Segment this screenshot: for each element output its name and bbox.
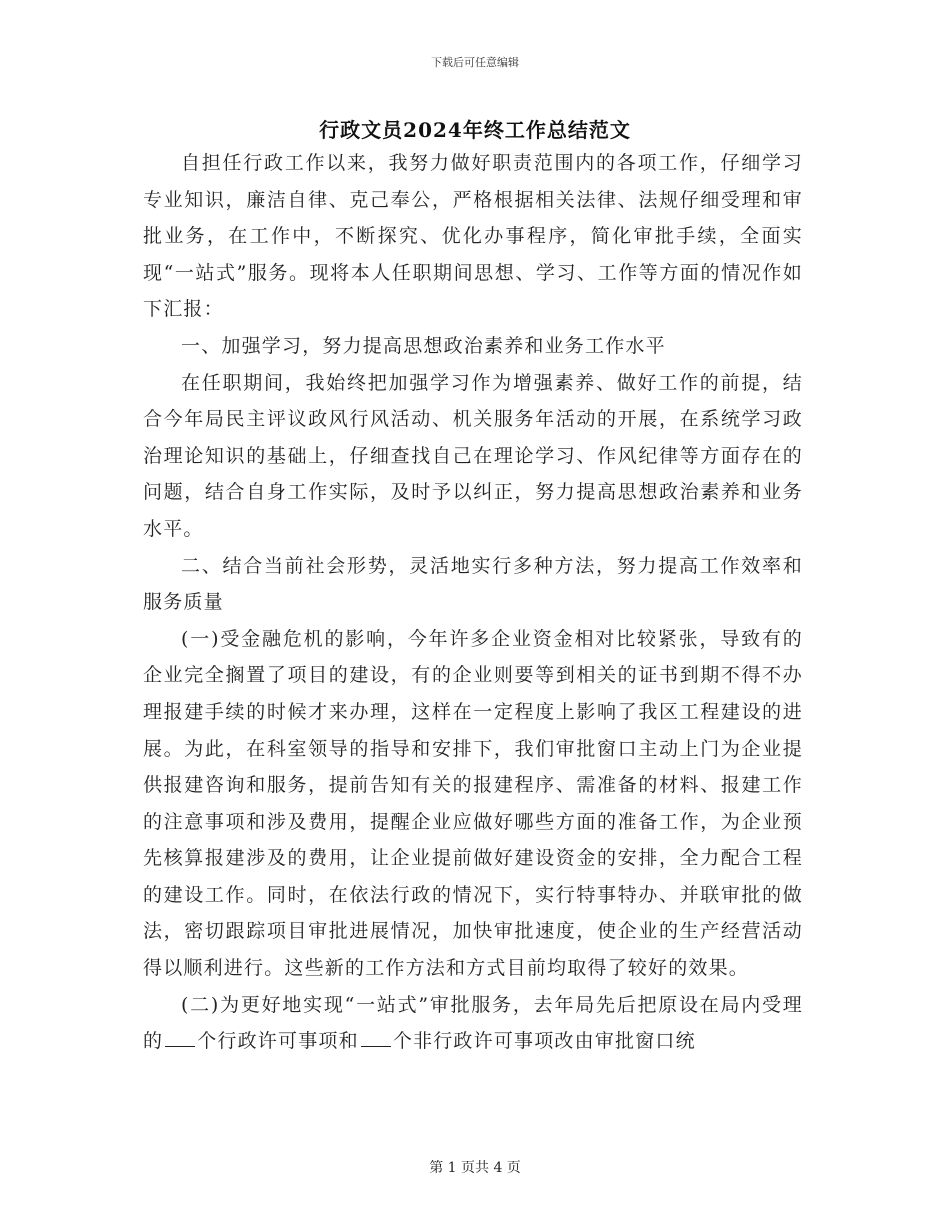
section-heading-1: 一、加强学习，努力提高思想政治素养和业务工作水平 [181, 334, 666, 357]
paragraph-one-stop-service [143, 987, 803, 1060]
document-title: 行政文员2024年终工作总结范文 [319, 118, 631, 142]
paragraph-text-part: 个行政许可事项和 [197, 1030, 359, 1053]
paragraph-text-part: 个非行政许可事项改由审批窗口统 [392, 1030, 696, 1053]
fill-in-blank [361, 1028, 391, 1047]
paragraph-financial-crisis: (一)受金融危机的影响，今年许多企业资金相对比较紧张，导致有的企业完全搁置了项目的建设，有的企业则要等到相关的证书到期不得不办理报建手续的时候才来办理，这样在一定程度上影响了我区工程建设的进展。为此，在科室领导的指导和安排下，我们审批窗口主动上门为企业提供报建咨询和服务，提前告知有关的报建程序、需准备的材料、报建工作的注意事项和涉及费用，提醒企业应做好哪些方面的准备工作，为企业预先核算报建涉及的费用，让企业提前做好建设资金的安排，全力配合工程的建设工作。同时，在依法行政的情况下，实行特事特办、并联审批的做法，密切跟踪项目审批进展情况，加快审批速度，使企业的生产经营活动得以顺利进行。这些新的工作方法和方式目前均取得了较好的效果。 [143, 627, 803, 980]
document-body [143, 145, 803, 1060]
paragraph-intro: 自担任行政工作以来，我努力做好职责范围内的各项工作，仔细学习专业知识，廉洁自律、克己奉公，严格根据相关法律、法规仔细受理和审批业务，在工作中，不断探究、优化办事程序，简化审批手续，全面实现“一站式”服务。现将本人任职期间思想、学习、工作等方面的情况作如下汇报： [143, 152, 803, 321]
section-heading-2: 二、结合当前社会形势，灵活地实行多种方法，努力提高工作效率和服务质量 [143, 554, 803, 614]
paragraph-text-part: (二)为更好地实现“一站式”审批服务，去年局先后把原设在局内受理的 [143, 993, 803, 1053]
paragraph-study: 在任职期间，我始终把加强学习作为增强素养、做好工作的前提，结合今年局民主评议政风行风活动、机关服务年活动的开展，在系统学习政治理论知识的基础上，仔细查找自己在理论学习、作风纪律等方面存在的问题，结合自身工作实际，及时予以纠正，努力提高思想政治素养和业务水平。 [143, 371, 803, 540]
fill-in-blank [165, 1028, 195, 1047]
header-note: 下载后可任意编辑 [431, 56, 519, 69]
page-number-footer: 第 1 页共 4 页 [429, 1160, 521, 1176]
